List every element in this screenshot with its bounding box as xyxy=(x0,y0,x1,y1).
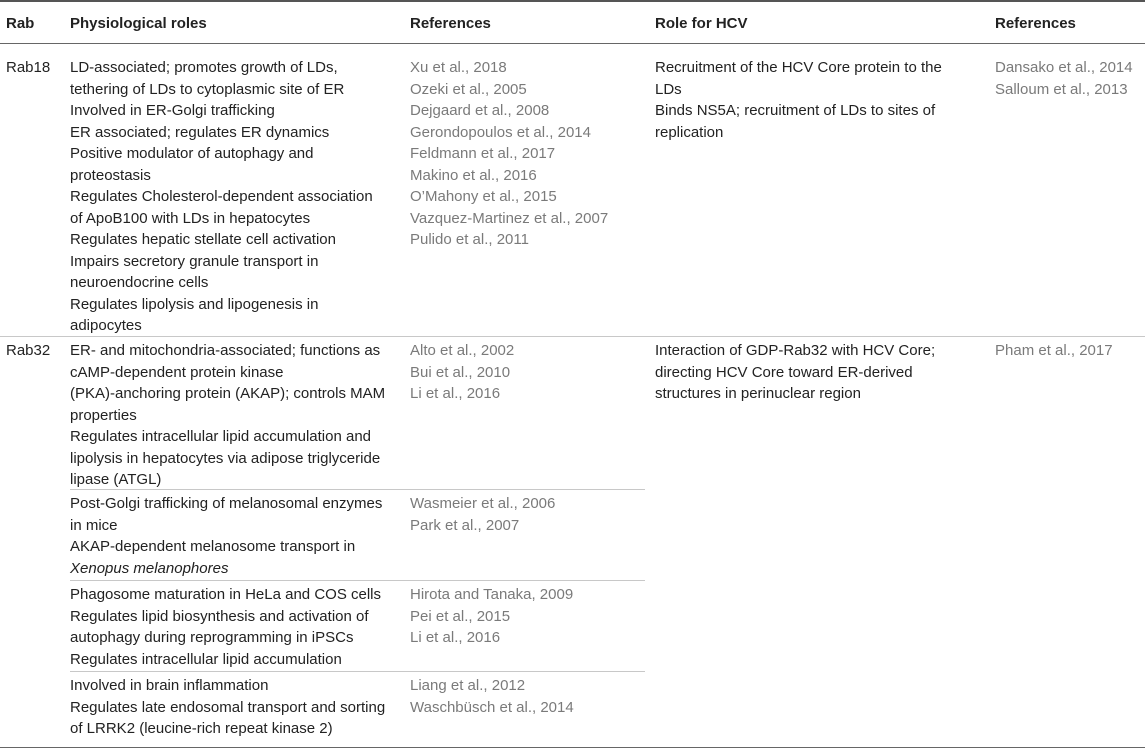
rab18-hcv-role xyxy=(655,57,942,143)
reference: Pham et al., 2017 xyxy=(995,342,1113,359)
reference: Salloum et al., 2013 xyxy=(995,80,1128,98)
table-cell: LDs xyxy=(655,80,682,98)
table-cell: of ApoB100 with LDs in hepatocytes xyxy=(70,209,311,227)
table-cell: Regulates intracellular lipid accumulation and xyxy=(70,428,372,445)
table-cell: Recruitment of the HCV Core protein to the xyxy=(655,59,942,76)
rab32-group1-roles xyxy=(70,340,385,491)
rab18-name: Rab18 xyxy=(6,59,51,76)
reference: Hirota and Tanaka, 2009 xyxy=(410,586,574,603)
reference: Alto et al., 2002 xyxy=(410,342,515,359)
table-cell: tethering of LDs to cytoplasmic site of ER xyxy=(70,80,345,98)
header-rab: Rab xyxy=(6,15,35,32)
group-divider xyxy=(70,489,645,490)
table-cell: autophagy during reprogramming in iPSCs xyxy=(70,629,354,646)
table-bottom-rule xyxy=(0,747,1145,748)
rab32-hcv-references xyxy=(995,340,1113,362)
reference: Pulido et al., 2011 xyxy=(410,231,529,248)
rab32-group3-roles xyxy=(70,584,381,670)
reference: Waschbüsch et al., 2014 xyxy=(410,698,574,716)
table-cell: (PKA)-anchoring protein (AKAP); controls MAM xyxy=(70,385,386,402)
table-cell: structures in perinuclear region xyxy=(655,385,861,402)
header-references: References xyxy=(410,15,491,32)
reference: O’Mahony et al., 2015 xyxy=(410,188,557,205)
table-cell: Regulates Cholesterol-dependent association xyxy=(70,188,373,205)
reference: Li et al., 2016 xyxy=(410,385,501,402)
reference: Vazquez-Martinez et al., 2007 xyxy=(410,209,609,227)
reference: Pei et al., 2015 xyxy=(410,607,511,625)
reference: Li et al., 2016 xyxy=(410,629,501,646)
group-divider xyxy=(70,671,645,672)
reference: Xu et al., 2018 xyxy=(410,59,507,76)
table-cell: Involved in brain inflammation xyxy=(70,677,269,694)
reference: Liang et al., 2012 xyxy=(410,677,526,694)
table-cell: neuroendocrine cells xyxy=(70,274,209,291)
rab18-roles xyxy=(70,57,373,337)
table-cell: Regulates hepatic stellate cell activation xyxy=(70,231,336,248)
table-cell: Binds NS5A; recruitment of LDs to sites of xyxy=(655,102,936,119)
table-cell: Involved in ER-Golgi trafficking xyxy=(70,102,275,119)
header-role-for-hcv: Role for HCV xyxy=(655,15,748,32)
table-cell: cAMP-dependent protein kinase xyxy=(70,363,284,381)
table-cell: directing HCV Core toward ER-derived xyxy=(655,363,913,381)
table-cell: Phagosome maturation in HeLa and COS cells xyxy=(70,586,382,603)
reference: Feldmann et al., 2017 xyxy=(410,145,556,162)
header-hcv-references: References xyxy=(995,15,1076,32)
table-cell: lipase (ATGL) xyxy=(70,471,162,488)
table-cell: in mice xyxy=(70,516,118,534)
reference: Makino et al., 2016 xyxy=(410,166,537,184)
table-cell: Interaction of GDP-Rab32 with HCV Core; xyxy=(655,342,936,359)
rab18-hcv-references xyxy=(995,57,1133,100)
table-cell: properties xyxy=(70,406,137,424)
table-cell: LD-associated; promotes growth of LDs, xyxy=(70,59,338,76)
table-cell: replication xyxy=(655,123,724,141)
rab32-group2-roles xyxy=(70,493,382,579)
rab32-group3-references xyxy=(410,584,573,649)
table-header xyxy=(0,0,1145,44)
rab32-group4-references xyxy=(410,675,574,718)
table-cell: ER associated; regulates ER dynamics xyxy=(70,123,330,141)
reference: Park et al., 2007 xyxy=(410,516,520,534)
table-cell: Impairs secretory granule transport in xyxy=(70,252,319,270)
reference: Dejgaard et al., 2008 xyxy=(410,102,550,119)
table-cell: Regulates lipid biosynthesis and activation of xyxy=(70,607,369,625)
rab32-name: Rab32 xyxy=(6,342,51,359)
table-cell: proteostasis xyxy=(70,166,151,184)
group-divider xyxy=(70,580,645,581)
row-divider xyxy=(0,336,1145,337)
rab18-references xyxy=(410,57,608,251)
table-cell: Xenopus melanophores xyxy=(70,559,229,577)
table-cell: Regulates intracellular lipid accumulation xyxy=(70,650,342,668)
table-cell: ER- and mitochondria-associated; functions as xyxy=(70,342,381,359)
rab32-group2-references xyxy=(410,493,555,536)
table-cell: AKAP-dependent melanosome transport in xyxy=(70,538,356,555)
table-cell: Post-Golgi trafficking of melanosomal enzymes xyxy=(70,495,383,512)
table-cell: Regulates late endosomal transport and sorting xyxy=(70,698,386,716)
rab32-hcv-role xyxy=(655,340,935,405)
table-cell: Positive modulator of autophagy and xyxy=(70,145,314,162)
table-cell: of LRRK2 (leucine-rich repeat kinase 2) xyxy=(70,720,333,737)
table-cell: adipocytes xyxy=(70,317,142,334)
rab32-group1-references xyxy=(410,340,514,405)
reference: Ozeki et al., 2005 xyxy=(410,80,527,98)
reference: Gerondopoulos et al., 2014 xyxy=(410,123,591,141)
reference: Wasmeier et al., 2006 xyxy=(410,495,556,512)
rab32-group4-roles xyxy=(70,675,385,740)
reference: Dansako et al., 2014 xyxy=(995,59,1133,76)
table-cell: lipolysis in hepatocytes via adipose triglyceride xyxy=(70,449,381,467)
reference: Bui et al., 2010 xyxy=(410,363,511,381)
table-cell: Regulates lipolysis and lipogenesis in xyxy=(70,295,319,313)
header-physiological-roles: Physiological roles xyxy=(70,15,207,32)
